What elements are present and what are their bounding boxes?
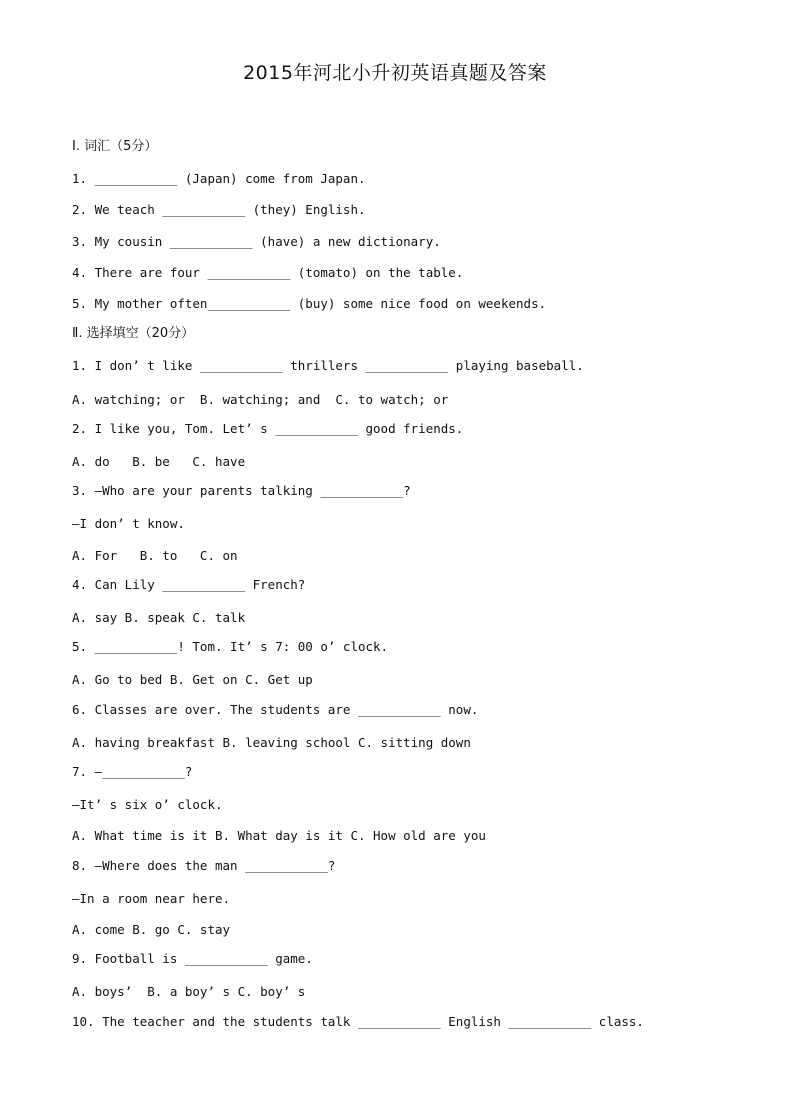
mc-options-7: A. What time is it B. What day is it C. How old are you <box>72 828 486 843</box>
mc-options-4: A. say B. speak C. talk <box>72 610 246 625</box>
mc-reply-3: —I don’ t know. <box>72 516 185 531</box>
mc-options-8: A. come B. go C. stay <box>72 922 231 937</box>
mc-question-6: 6. Classes are over. The students are ___________ now. <box>72 702 479 717</box>
mc-question-4: 4. Can Lily ___________ French? <box>72 577 306 592</box>
mc-question-8: 8. —Where does the man ___________? <box>72 858 336 873</box>
mc-question-1: 1. I don’ t like ___________ thrillers ___________ playing baseball. <box>72 358 584 373</box>
document-title: 2015年河北小升初英语真题及答案 <box>243 62 547 84</box>
section-heading-multiple-choice: Ⅱ. 选择填空（20分） <box>72 326 195 341</box>
mc-question-9: 9. Football is ___________ game. <box>72 951 313 966</box>
mc-options-6: A. having breakfast B. leaving school C. sitting down <box>72 735 471 750</box>
section-heading-vocabulary: Ⅰ. 词汇（5分） <box>72 139 158 154</box>
vocab-question-2: 2. We teach ___________ (they) English. <box>72 202 366 217</box>
vocab-question-1: 1. ___________ (Japan) come from Japan. <box>72 171 366 186</box>
mc-options-9: A. boys’ B. a boy’ s C. boy’ s <box>72 984 306 999</box>
mc-options-2: A. do B. be C. have <box>72 454 246 469</box>
mc-reply-7: —It’ s six o’ clock. <box>72 797 223 812</box>
vocab-question-4: 4. There are four ___________ (tomato) on the table. <box>72 265 464 280</box>
mc-question-3: 3. —Who are your parents talking ___________? <box>72 483 411 498</box>
mc-options-5: A. Go to bed B. Get on C. Get up <box>72 672 313 687</box>
mc-options-1: A. watching; or B. watching; and C. to watch; or <box>72 392 449 407</box>
mc-question-10: 10. The teacher and the students talk ___________ English ___________ class. <box>72 1014 644 1029</box>
vocab-question-5: 5. My mother often___________ (buy) some nice food on weekends. <box>72 296 547 311</box>
mc-question-7: 7. —___________? <box>72 764 193 779</box>
mc-options-3: A. For B. to C. on <box>72 548 238 563</box>
mc-question-5: 5. ___________! Tom. It’ s 7: 00 o’ clock. <box>72 639 389 654</box>
vocab-question-3: 3. My cousin ___________ (have) a new dictionary. <box>72 234 441 249</box>
mc-question-2: 2. I like you, Tom. Let’ s ___________ good friends. <box>72 421 464 436</box>
mc-reply-8: —In a room near here. <box>72 891 231 906</box>
